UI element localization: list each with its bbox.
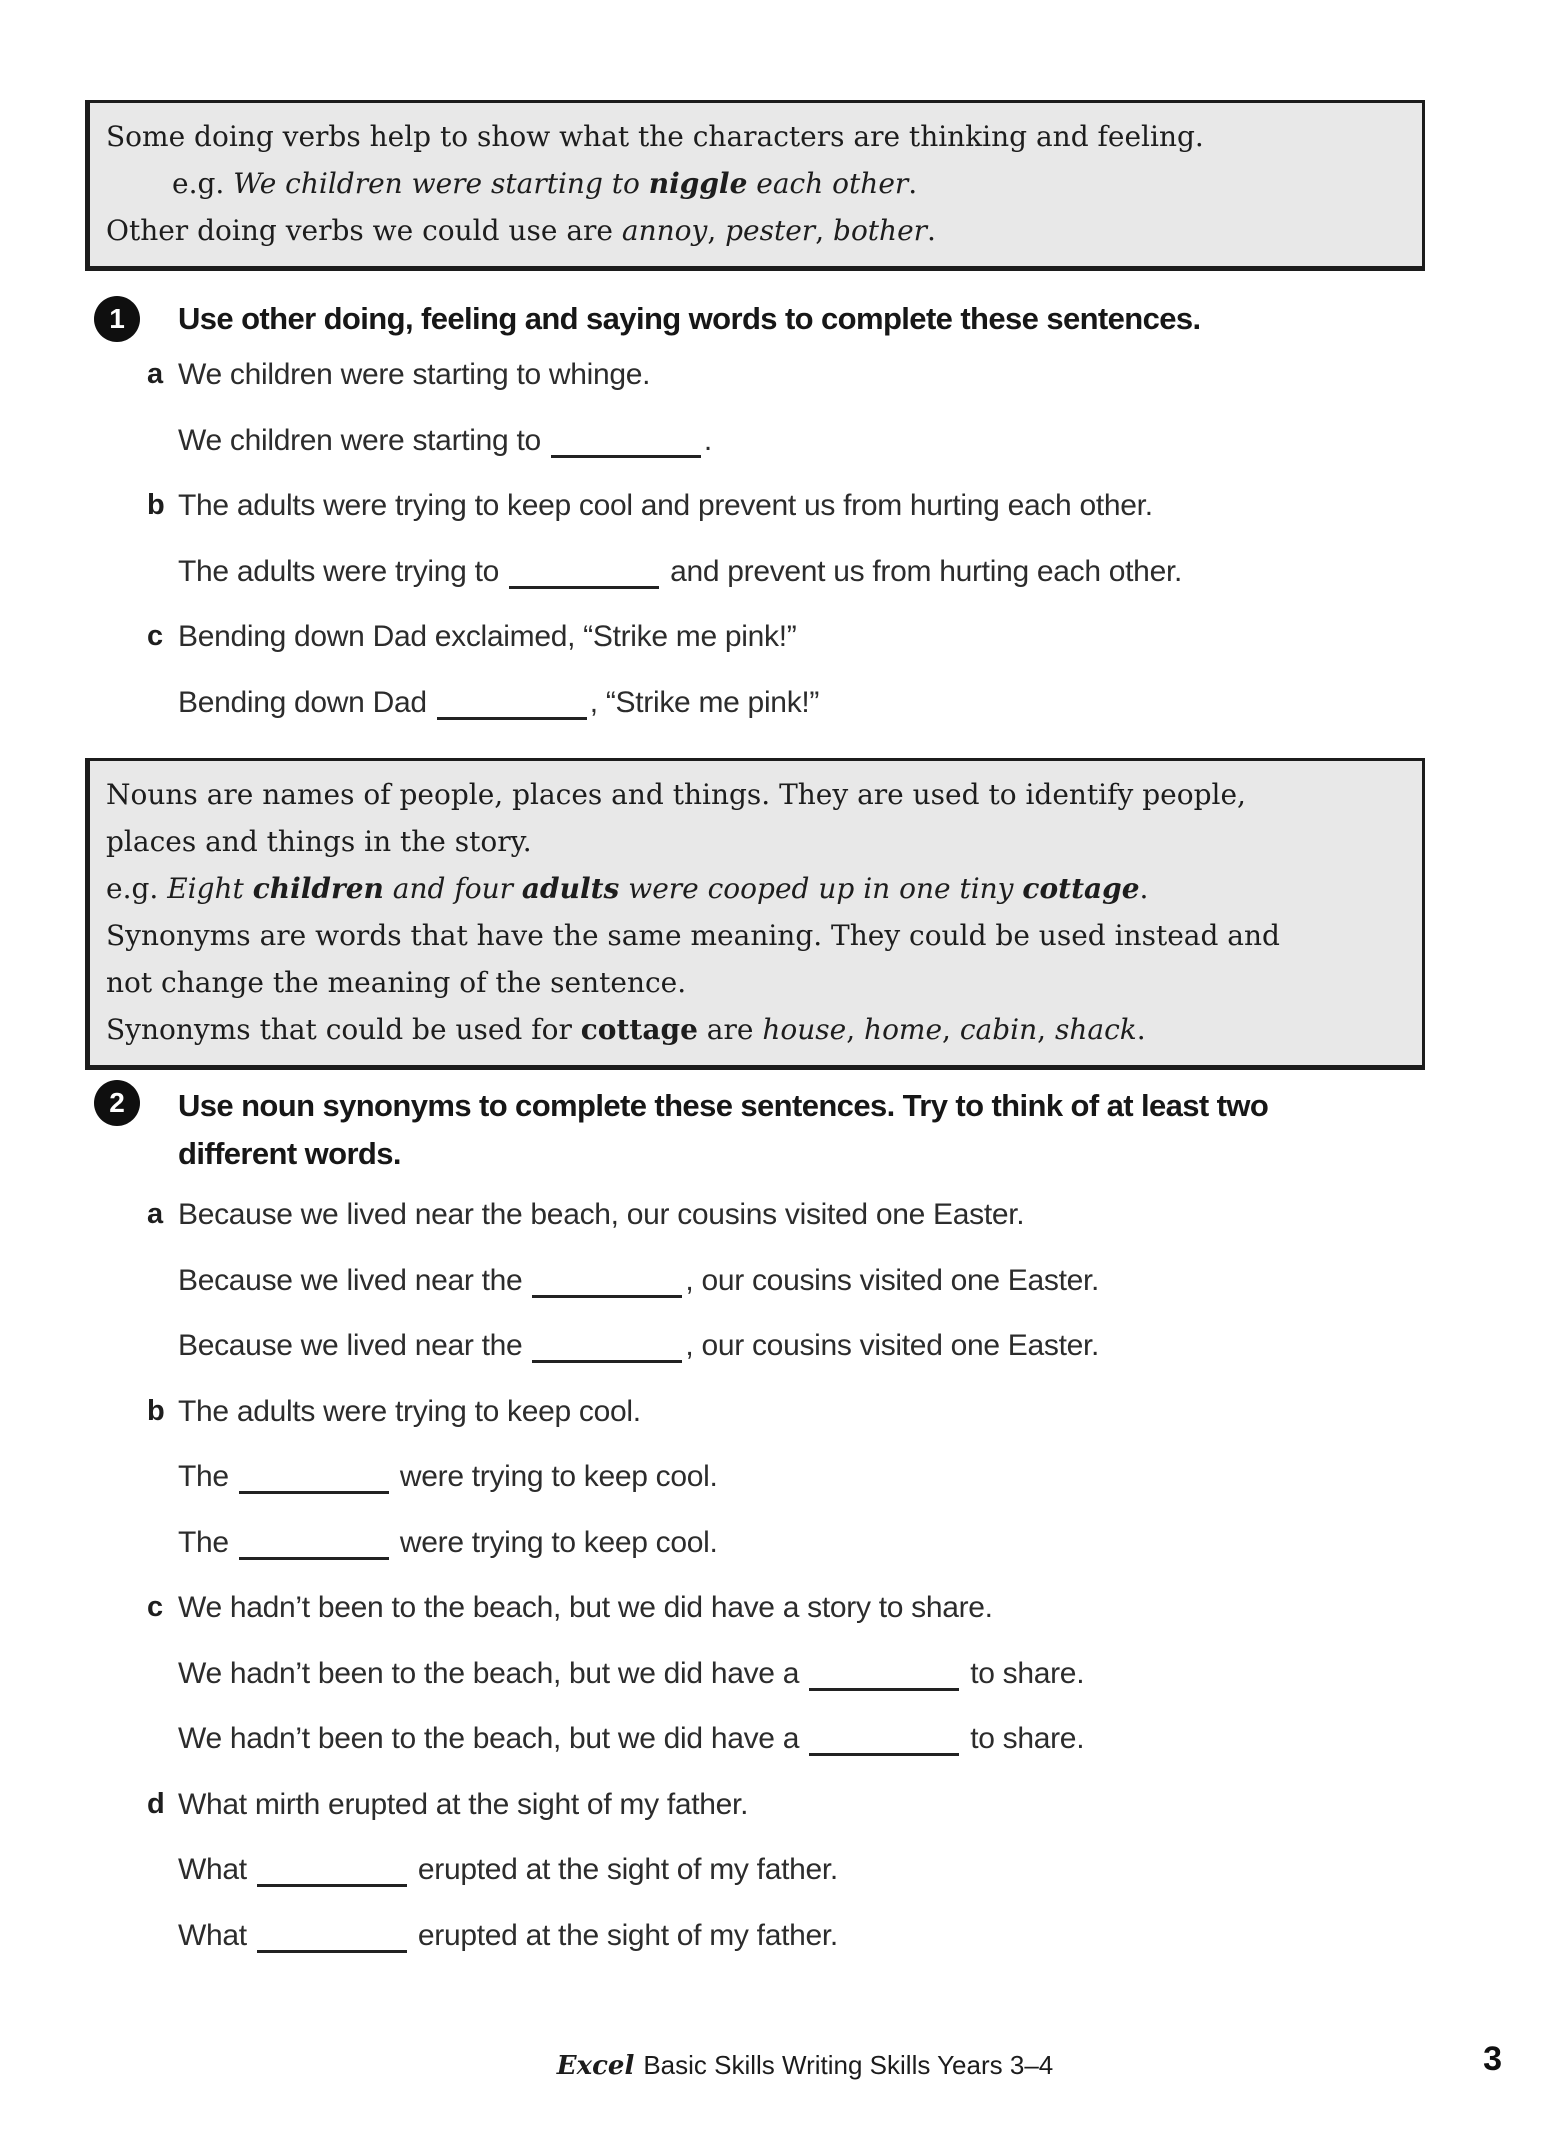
question-item-2d bbox=[147, 1772, 1447, 1969]
instruction-line bbox=[106, 912, 1406, 959]
instruction-line bbox=[106, 1006, 1406, 1053]
text-run: e.g. bbox=[172, 167, 234, 200]
footer-series-title: Basic Skills Writing Skills Years 3–4 bbox=[643, 2050, 1054, 2080]
text-run: to share. bbox=[962, 1722, 1085, 1755]
question-2-heading-line: different words. bbox=[178, 1136, 401, 1171]
text-run: We children were starting to whinge. bbox=[178, 358, 651, 391]
sentence-line bbox=[178, 1182, 1447, 1248]
text-run: bother bbox=[833, 214, 928, 247]
question-item-1b bbox=[147, 473, 1447, 604]
text-run: We children were starting to bbox=[233, 167, 649, 200]
text-run: The bbox=[178, 1525, 237, 1559]
sentence-line-with-blank bbox=[178, 1510, 1447, 1576]
text-run: Bending down Dad exclaimed, “Strike me pink!” bbox=[178, 620, 797, 653]
instruction-line bbox=[106, 207, 1406, 254]
question-item-1c bbox=[147, 604, 1447, 735]
sentence-line bbox=[178, 1575, 1447, 1641]
text-run: Synonyms are words that have the same meaning. They could be used instead and bbox=[106, 919, 1280, 952]
text-run: Synonyms that could be used for bbox=[106, 1013, 581, 1046]
text-run: Eight bbox=[167, 872, 253, 905]
text-run: Other doing verbs we could use are bbox=[106, 214, 622, 247]
text-run: The adults were trying to bbox=[178, 554, 508, 588]
text-run: We hadn’t been to the beach, but we did have a bbox=[178, 1656, 808, 1690]
text-run: . bbox=[927, 214, 936, 247]
text-run: . bbox=[1139, 872, 1149, 905]
item-letter: b bbox=[147, 1394, 165, 1427]
question-2-heading-line: Use noun synonyms to complete these sentences. Try to think of at least two bbox=[178, 1088, 1269, 1123]
instruction-line bbox=[106, 818, 1406, 865]
question-item-2a bbox=[147, 1182, 1447, 1379]
sentence-line-with-blank bbox=[178, 1837, 1447, 1903]
text-run: cottage bbox=[580, 1013, 698, 1046]
text-run: , bbox=[846, 1013, 865, 1046]
text-run: Bending down Dad bbox=[178, 685, 435, 719]
instruction-box-nouns-synonyms bbox=[85, 758, 1425, 1070]
answer-blank[interactable] bbox=[532, 1328, 682, 1363]
instruction-box-doing-verbs bbox=[85, 100, 1425, 271]
text-run: , our cousins visited one Easter. bbox=[685, 1329, 1100, 1362]
answer-blank[interactable] bbox=[257, 1852, 407, 1887]
footer-brand: Excel bbox=[556, 2051, 635, 2081]
text-run: and prevent us from hurting each other. bbox=[662, 554, 1183, 588]
text-run: erupted at the sight of my father. bbox=[409, 1918, 838, 1952]
text-run: . bbox=[703, 423, 712, 457]
sentence-line bbox=[178, 473, 1447, 539]
sentence-line-with-blank bbox=[178, 1641, 1447, 1707]
text-run: Because we lived near the bbox=[178, 1263, 531, 1297]
text-run: pester bbox=[725, 214, 816, 247]
answer-blank[interactable] bbox=[257, 1918, 407, 1953]
sentence-line bbox=[178, 604, 1447, 670]
sentence-line-with-blank bbox=[178, 1313, 1447, 1379]
question-item-1a bbox=[147, 342, 1447, 473]
text-run: , our cousins visited one Easter. bbox=[685, 1263, 1100, 1297]
text-run: house bbox=[762, 1013, 847, 1046]
text-run: We hadn’t been to the beach, but we did have a story to share. bbox=[178, 1591, 993, 1624]
question-item-2c bbox=[147, 1575, 1447, 1772]
text-run: annoy bbox=[621, 214, 708, 247]
text-run: and four bbox=[383, 872, 522, 905]
text-run: adults bbox=[521, 872, 620, 905]
question-1-heading-line: Use other doing, feeling and saying words to complete these sentences. bbox=[178, 301, 1201, 336]
question-2-items bbox=[147, 1182, 1447, 1968]
text-run: . bbox=[1136, 1013, 1146, 1046]
question-1-heading bbox=[178, 295, 1201, 343]
text-run: home bbox=[864, 1013, 943, 1046]
text-run: , bbox=[942, 1013, 960, 1046]
text-run: The adults were trying to keep cool and prevent us from hurting each other. bbox=[178, 489, 1153, 522]
sentence-line-with-blank bbox=[178, 1706, 1447, 1772]
item-letter: a bbox=[147, 1198, 164, 1230]
instruction-example-line bbox=[106, 160, 1406, 207]
answer-blank[interactable] bbox=[509, 554, 659, 589]
text-run: We children were starting to bbox=[178, 423, 549, 457]
answer-blank[interactable] bbox=[551, 423, 701, 458]
sentence-line bbox=[178, 342, 1447, 408]
answer-blank[interactable] bbox=[809, 1721, 959, 1756]
text-run: What bbox=[178, 1918, 255, 1952]
instruction-line bbox=[106, 113, 1406, 160]
text-run: were trying to keep cool. bbox=[391, 1460, 718, 1493]
sentence-line bbox=[178, 1772, 1447, 1838]
answer-blank[interactable] bbox=[239, 1525, 389, 1560]
answer-blank[interactable] bbox=[437, 685, 587, 720]
answer-blank[interactable] bbox=[532, 1263, 682, 1298]
text-run: shack bbox=[1054, 1013, 1137, 1046]
item-letter: c bbox=[147, 620, 164, 652]
item-letter: d bbox=[147, 1787, 165, 1820]
sentence-line-with-blank bbox=[178, 1903, 1447, 1969]
page-number: 3 bbox=[1483, 2040, 1502, 2078]
question-2-number-badge: 2 bbox=[94, 1080, 140, 1126]
text-run: children bbox=[252, 872, 384, 905]
text-run: e.g. bbox=[106, 872, 168, 905]
text-run: , bbox=[815, 214, 834, 247]
text-run: places and things in the story. bbox=[106, 825, 532, 858]
text-run: Because we lived near the beach, our cousins visited one Easter. bbox=[178, 1198, 1025, 1231]
sentence-line-with-blank bbox=[178, 1248, 1447, 1314]
question-1-number-badge: 1 bbox=[94, 296, 140, 342]
question-1-items bbox=[147, 342, 1447, 735]
text-run: What bbox=[178, 1853, 255, 1886]
text-run: were cooped up in one tiny bbox=[619, 872, 1023, 905]
instruction-line bbox=[106, 959, 1406, 1006]
text-run: erupted at the sight of my father. bbox=[409, 1853, 838, 1886]
sentence-line-with-blank bbox=[178, 408, 1447, 474]
answer-blank[interactable] bbox=[239, 1459, 389, 1494]
text-run: each other bbox=[747, 167, 909, 200]
sentence-line-with-blank bbox=[178, 539, 1447, 605]
text-run: were trying to keep cool. bbox=[391, 1525, 718, 1559]
text-run: The bbox=[178, 1460, 237, 1493]
question-item-2b bbox=[147, 1379, 1447, 1576]
text-run: niggle bbox=[648, 167, 748, 200]
text-run: What mirth erupted at the sight of my father. bbox=[178, 1787, 749, 1821]
text-run: We hadn’t been to the beach, but we did have a bbox=[178, 1722, 808, 1755]
sentence-line bbox=[178, 1379, 1447, 1445]
text-run: Because we lived near the bbox=[178, 1329, 531, 1362]
text-run: , bbox=[1037, 1013, 1055, 1046]
instruction-line bbox=[106, 771, 1406, 818]
footer bbox=[60, 2050, 1550, 2081]
instruction-example-line bbox=[106, 865, 1406, 912]
item-letter: b bbox=[147, 489, 165, 521]
question-2-heading bbox=[178, 1082, 1268, 1178]
item-letter: a bbox=[147, 358, 164, 390]
text-run: cottage bbox=[1022, 872, 1140, 905]
text-run: . bbox=[908, 167, 918, 200]
text-run: Nouns are names of people, places and things. They are used to identify people, bbox=[106, 778, 1246, 811]
text-run: , bbox=[707, 214, 726, 247]
text-run: Some doing verbs help to show what the characters are thinking and feeling. bbox=[106, 120, 1204, 153]
text-run: cabin bbox=[959, 1013, 1038, 1046]
sentence-line-with-blank bbox=[178, 1444, 1447, 1510]
item-letter: c bbox=[147, 1591, 164, 1623]
text-run: to share. bbox=[962, 1656, 1085, 1690]
answer-blank[interactable] bbox=[809, 1656, 959, 1691]
text-run: The adults were trying to keep cool. bbox=[178, 1394, 641, 1428]
text-run: are bbox=[697, 1013, 763, 1046]
sentence-line-with-blank bbox=[178, 670, 1447, 736]
text-run: , “Strike me pink!” bbox=[589, 685, 820, 719]
text-run: not change the meaning of the sentence. bbox=[106, 966, 687, 999]
